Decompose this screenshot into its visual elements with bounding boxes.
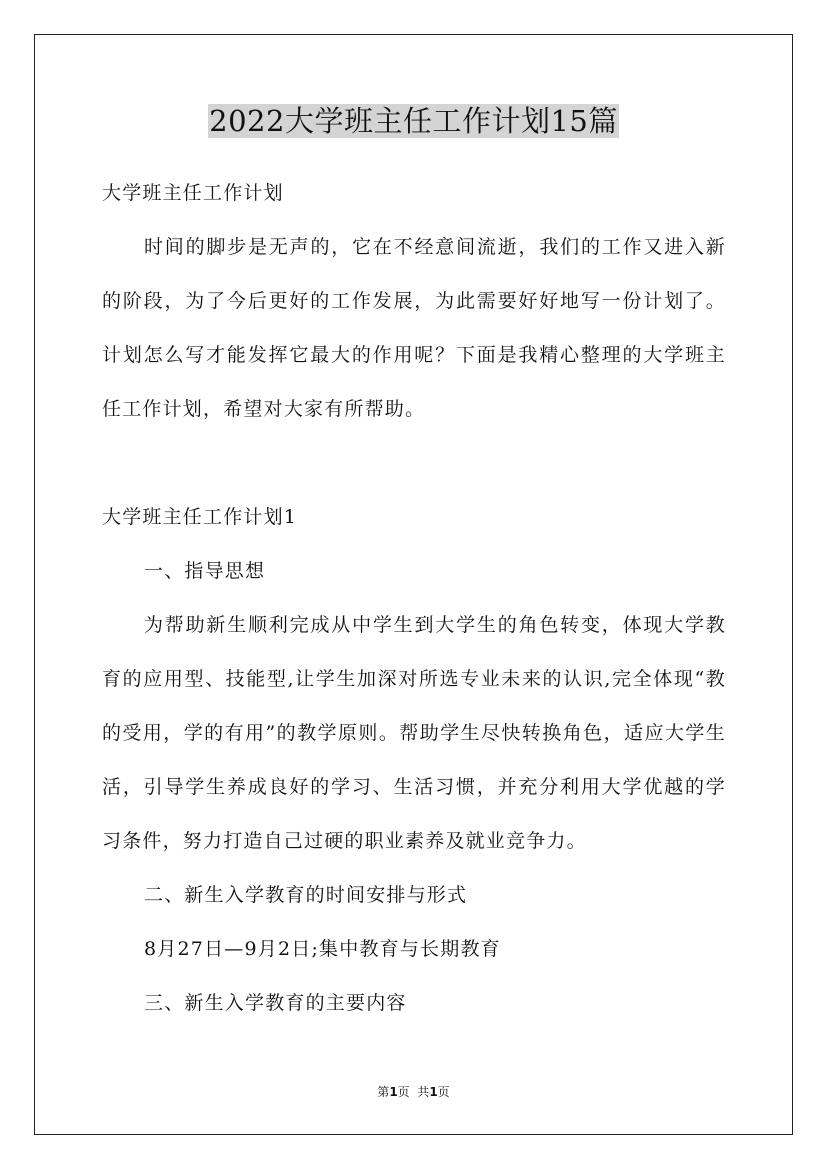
footer-total-pages: 1	[429, 1085, 438, 1099]
part2-heading: 二、新生入学教育的时间安排与形式	[144, 884, 468, 906]
footer-prefix: 第	[377, 1085, 390, 1099]
section-heading: 大学班主任工作计划1	[102, 506, 298, 528]
part2-paragraph: 8月27日—9月2日;集中教育与长期教育	[144, 938, 501, 960]
footer-page-number: 1	[389, 1085, 398, 1099]
document-title	[0, 98, 827, 144]
page-footer	[0, 1083, 827, 1101]
document-title-text: 2022大学班主任工作计划15篇	[209, 104, 618, 138]
footer-middle: 页 共	[397, 1085, 430, 1099]
part1-heading: 一、指导思想	[144, 560, 266, 582]
intro-heading: 大学班主任工作计划	[102, 182, 284, 204]
document-body	[102, 166, 726, 1030]
part3-heading: 三、新生入学教育的主要内容	[144, 992, 407, 1014]
footer-suffix: 页	[437, 1085, 450, 1099]
part1-paragraph: 为帮助新生顺利完成从中学生到大学生的角色转变，体现大学教育的应用型、技能型,让学生加深对所选专业未来的认识,完全体现“教的受用，学的有用”的教学原则。帮助学生尽快转换角色，适应大学生活，引导学生养成良好的学习、生活习惯，并充分利用大学优越的学习条件，努力打造自己过硬的职业素养及就业竞争力。	[102, 614, 726, 852]
intro-paragraph: 时间的脚步是无声的，它在不经意间流逝，我们的工作又进入新的阶段，为了今后更好的工作发展，为此需要好好地写一份计划了。计划怎么写才能发挥它最大的作用呢？下面是我精心整理的大学班主任工作计划，希望对大家有所帮助。	[102, 236, 726, 420]
blank-line	[102, 436, 726, 490]
